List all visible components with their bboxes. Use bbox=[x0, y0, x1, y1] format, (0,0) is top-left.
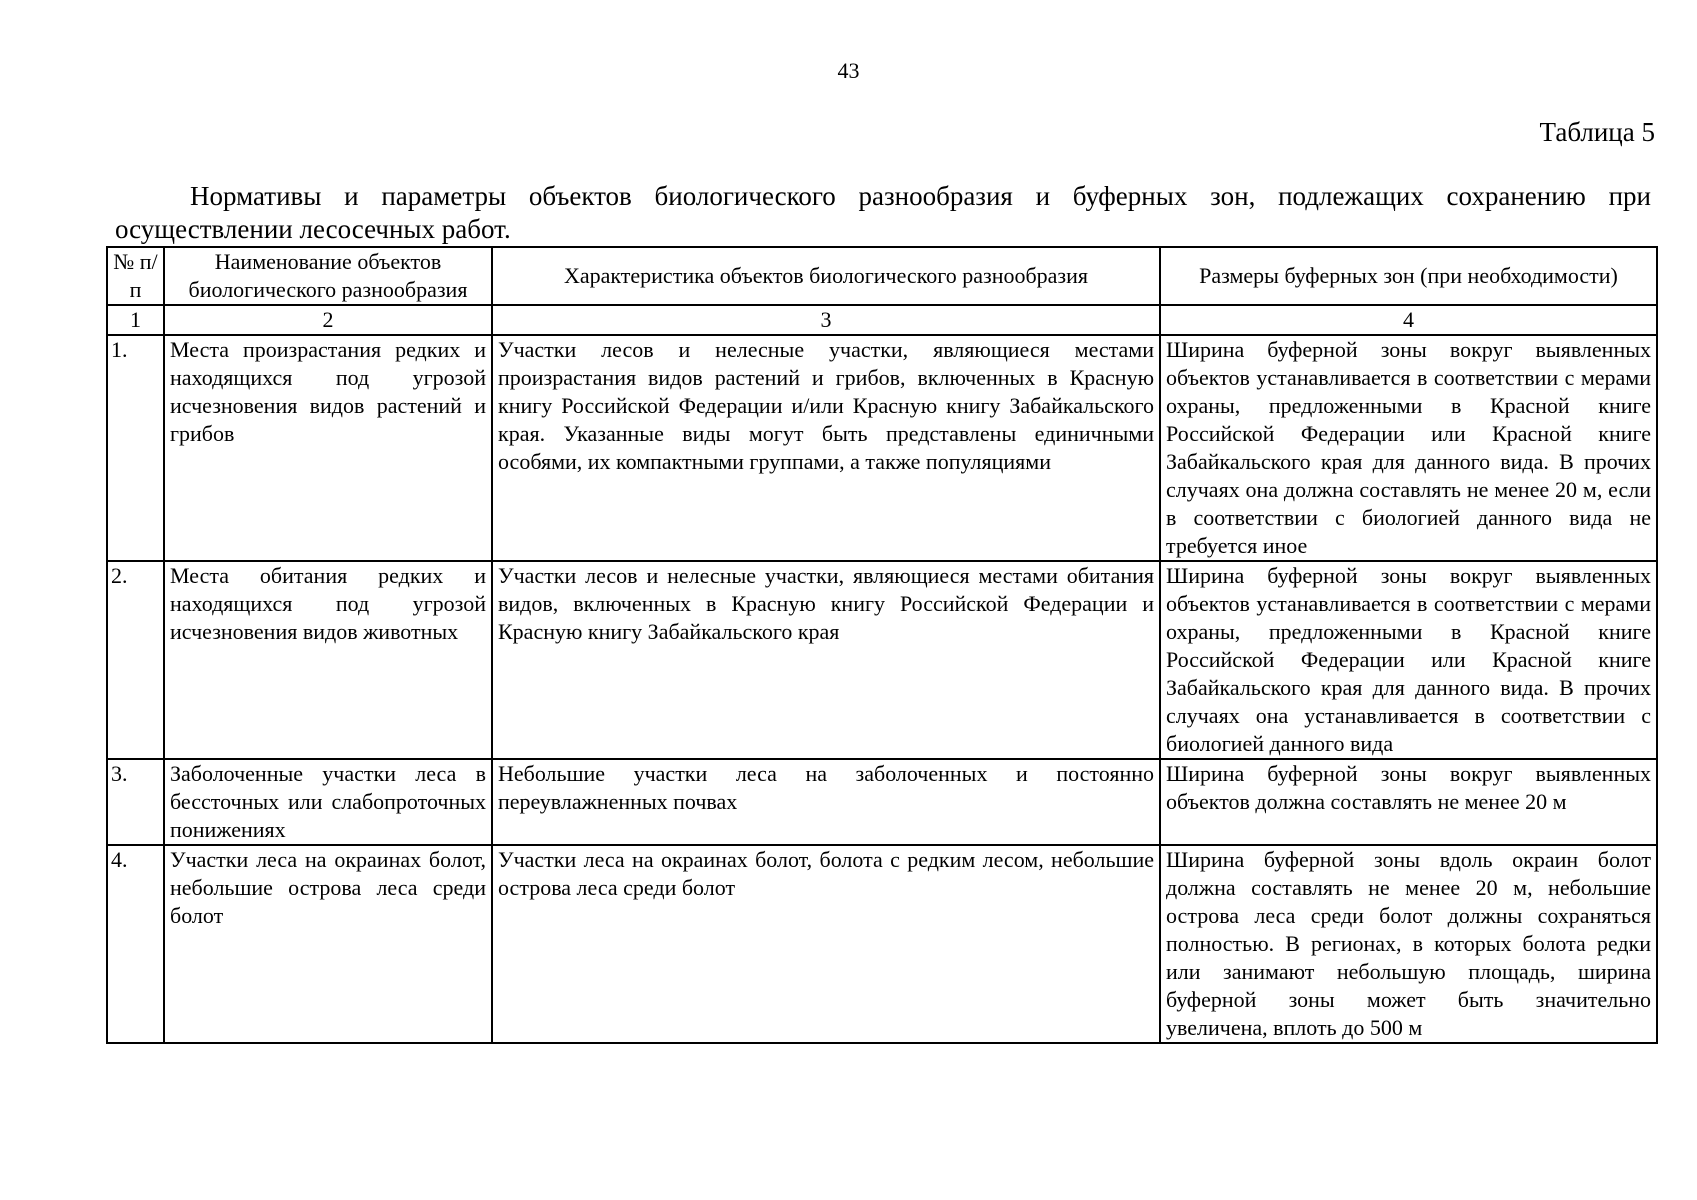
column-number-row bbox=[107, 305, 1657, 335]
row-number: 4. bbox=[107, 845, 164, 1043]
row-number: 1. bbox=[107, 335, 164, 561]
table-header-row bbox=[107, 247, 1657, 305]
header-characteristics: Характеристика объектов биологического разнообразия bbox=[492, 247, 1160, 305]
header-buffer-size: Размеры буферных зон (при необходимости) bbox=[1160, 247, 1657, 305]
row-number: 3. bbox=[107, 759, 164, 845]
object-name: Заболоченные участки леса в бессточных или слабопроточных понижениях bbox=[164, 759, 492, 845]
column-number: 3 bbox=[492, 305, 1160, 335]
biodiversity-table bbox=[106, 246, 1658, 1044]
object-description: Участки леса на окраинах болот, болота с редким лесом, небольшие острова леса среди болот bbox=[492, 845, 1160, 1043]
buffer-zone-size: Ширина буферной зоны вокруг выявленных объектов устанавливается в соответствии с мерами охраны, предложенными в Красной книге Российской Федерации или Красной книге Забайкальского края для данного вида. В прочих случаях она устанавливается в соответствии с биологией данного вида bbox=[1160, 561, 1657, 759]
object-description: Участки лесов и нелесные участки, являющиеся местами произрастания видов растений и грибов, включенных в Красную книгу Российской Федерации и/или Красную книгу Забайкальского края. Указанные виды могут быть представлены единичными особями, их компактными группами, а также популяциями bbox=[492, 335, 1160, 561]
column-number: 2 bbox=[164, 305, 492, 335]
object-name: Участки леса на окраинах болот, небольшие острова леса среди болот bbox=[164, 845, 492, 1043]
table-label: Таблица 5 bbox=[1539, 117, 1655, 147]
column-number: 1 bbox=[107, 305, 164, 335]
column-number: 4 bbox=[1160, 305, 1657, 335]
page-number: 43 bbox=[837, 58, 860, 83]
table-row bbox=[107, 561, 1657, 759]
buffer-zone-size: Ширина буферной зоны вокруг выявленных объектов должна составлять не менее 20 м bbox=[1160, 759, 1657, 845]
table-row bbox=[107, 335, 1657, 561]
object-name: Места произрастания редких и находящихся под угрозой исчезновения видов растений и грибов bbox=[164, 335, 492, 561]
buffer-zone-size: Ширина буферной зоны вокруг выявленных объектов устанавливается в соответствии с мерами охраны, предложенными в Красной книге Российской Федерации или Красной книге Забайкальского края для данного вида. В прочих случаях она должна составлять не менее 20 м, если в соответствии с биологией данного вида не требуется иное bbox=[1160, 335, 1657, 561]
object-description: Небольшие участки леса на заболоченных и постоянно переувлажненных почвах bbox=[492, 759, 1160, 845]
header-number: № п/п bbox=[107, 247, 164, 305]
table-row bbox=[107, 759, 1657, 845]
row-number: 2. bbox=[107, 561, 164, 759]
object-description: Участки лесов и нелесные участки, являющиеся местами обитания видов, включенных в Красную книгу Российской Федерации и Красную книгу Забайкальского края bbox=[492, 561, 1160, 759]
header-object-name: Наименование объектов биологического разнообразия bbox=[164, 247, 492, 305]
table-row bbox=[107, 845, 1657, 1043]
object-name: Места обитания редких и находящихся под угрозой исчезновения видов животных bbox=[164, 561, 492, 759]
buffer-zone-size: Ширина буферной зоны вдоль окраин болот должна составлять не менее 20 м, небольшие острова леса среди болот должны сохраняться полностью. В регионах, в которых болота редки или занимают небольшую площадь, ширина буферной зоны может быть значительно увеличена, вплоть до 500 м bbox=[1160, 845, 1657, 1043]
table-caption: Нормативы и параметры объектов биологического разнообразия и буферных зон, подлежащих сохранению при осуществлении лесосечных работ. bbox=[115, 181, 1651, 244]
